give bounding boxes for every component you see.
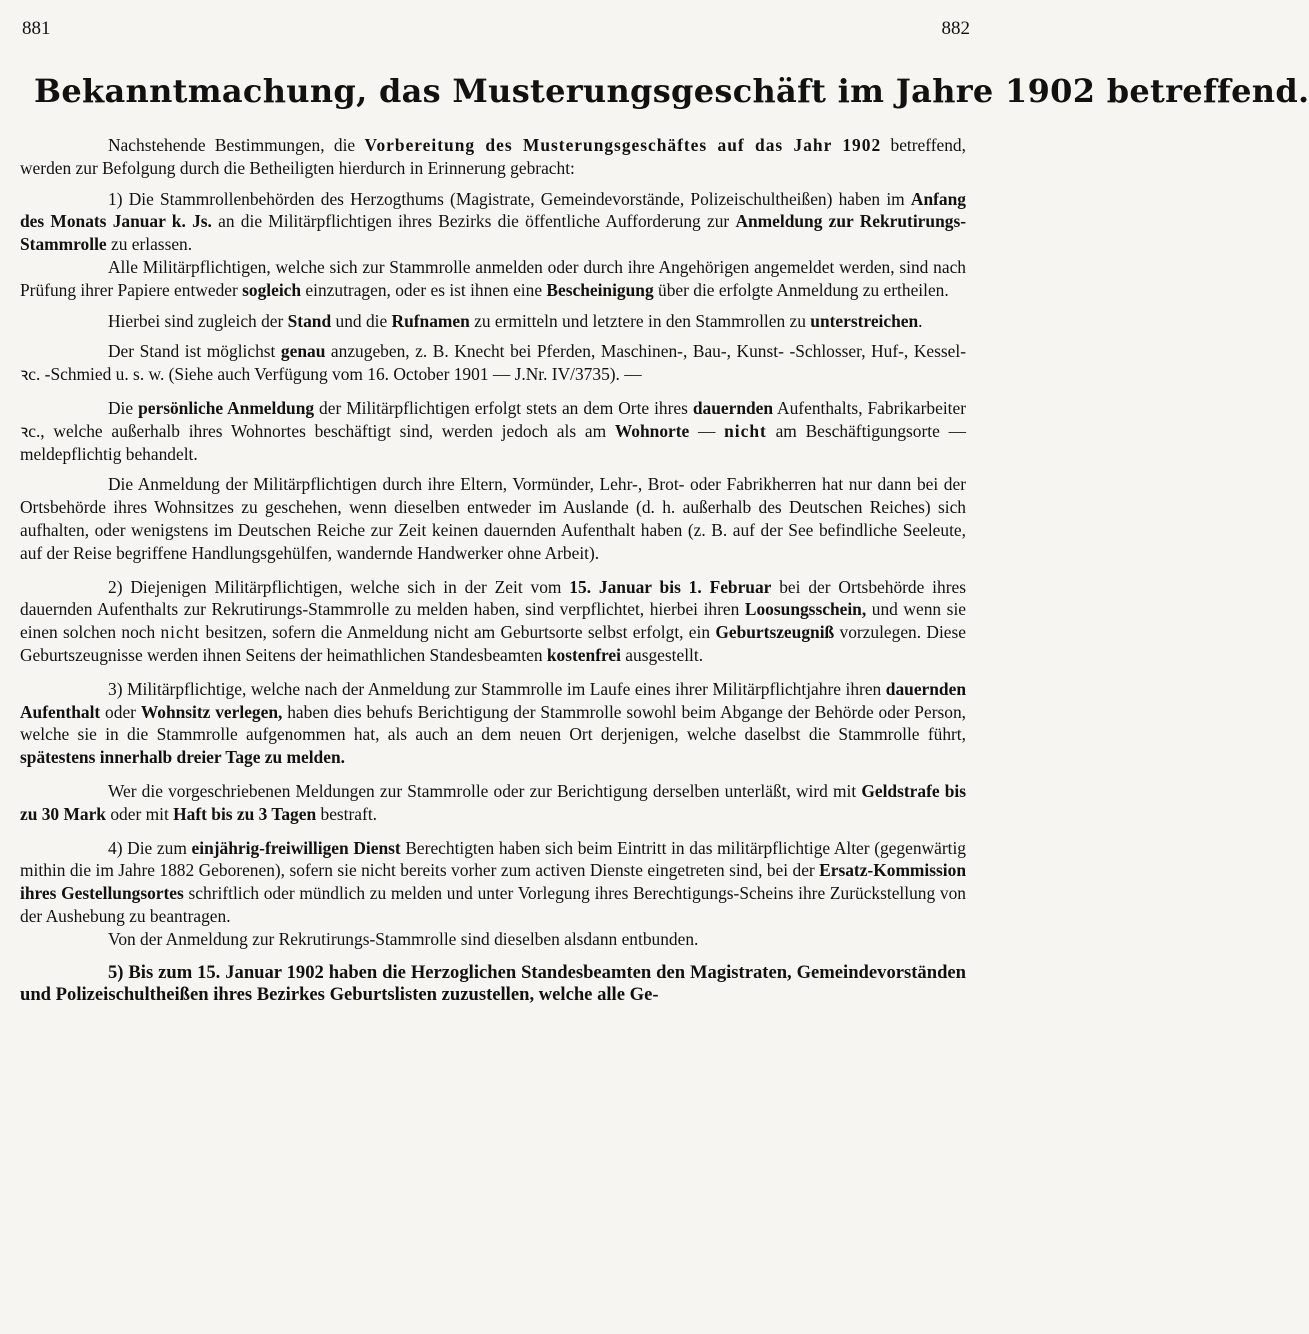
paragraph-12: 5) Bis zum 15. Januar 1902 haben die Herzoglichen Standesbeamten den Magistraten, Gemeindevorständen und Polizeischultheißen ihres Bezirkes Geburtslisten zuzustellen, welche alle Ge- xyxy=(20,961,966,1006)
paragraph-6: Die Anmeldung der Militärpflichtigen durch ihre Eltern, Vormünder, Lehr-, Brot- oder Fabrikherren hat nur dann bei der Ortsbehörde ihres Wohnsitzes zu geschehen, wenn dieselben entweder im Auslande (d. h. außerhalb des Deutschen Reiches) sich aufhalten, oder wenigstens im Deutschen Reiche zur Zeit keinen dauernden Aufenthalt haben (z. B. auf der See befindliche Seeleute, auf der Reise begriffene Handlungsgehülfen, wandernde Handwerker ohne Arbeit). xyxy=(20,474,966,563)
page-number-left: 881 xyxy=(22,18,51,39)
paragraph-2: Alle Militärpflichtigen, welche sich zur Stammrolle anmelden oder durch ihre Angehörigen angemeldet werden, sind nach Prüfung ihrer Papiere entweder sogleich einzutragen, oder es ist ihnen eine Bescheinigung über die erfolgte Anmeldung zu ertheilen. xyxy=(20,256,966,300)
document-body xyxy=(20,134,966,1007)
document-title: Bekanntmachung, das Musterungsgeschäft im Jahre 1902 betreffend. xyxy=(34,72,1309,110)
paragraph-7: 2) Diejenigen Militärpflichtigen, welche sich in der Zeit vom 15. Januar bis 1. Februar bei der Ortsbehörde ihres dauernden Aufenthalts zur Rekrutirungs-Stammrolle zu melden haben, sind verpflichtet, hierbei ihren Loosungsschein, und wenn sie einen solchen noch nicht besitzen, sofern die Anmeldung nicht am Geburtsorte selbst erfolgt, ein Geburtszeugniß vorzulegen. Diese Geburtszeugnisse werden ihnen Seitens der heimathlichen Standesbeamten kostenfrei ausgestellt. xyxy=(20,576,966,665)
paragraph-3: Hierbei sind zugleich der Stand und die Rufnamen zu ermitteln und letztere in den Stammrollen zu unterstreichen. xyxy=(108,310,923,331)
paragraph-8: 3) Militärpflichtige, welche nach der Anmeldung zur Stammrolle im Laufe eines ihrer Militärpflichtjahre ihren dauernden Aufenthalt oder Wohnsitz verlegen, haben dies behufs Berichtigung der Stammrolle sowohl beim Abgange der Behörde oder Person, welche sie in die Stammrolle aufgenommen hat, als auch an dem neuen Ort derjenigen, welche daselbst die Stammrolle führt, spätestens innerhalb dreier Tage zu melden. xyxy=(20,678,966,768)
paragraph-11: Von der Anmeldung zur Rekrutirungs-Stammrolle sind dieselben alsdann entbunden. xyxy=(108,928,699,949)
paragraph-10: 4) Die zum einjährig-freiwilligen Dienst Berechtigten haben sich beim Eintritt in das militärpflichtige Alter (gegenwärtig mithin die im Jahre 1882 Geborenen), sofern sie nicht bereits vorher zum activen Dienste eingetreten sind, bei der Ersatz-Kommission ihres Gestellungsortes schriftlich oder mündlich zu melden und unter Vorlegung ihres Berechtigungs-Scheins ihre Zurückstellung von der Aushebung zu beantragen. xyxy=(20,837,966,926)
paragraph-4: Der Stand ist möglichst genau anzugeben, z. B. Knecht bei Pferden, Maschinen-, Bau-, Kunst- -Schlosser, Huf-, Kessel- ꝛc. -Schmied u. s. w. (Siehe auch Verfügung vom 16. October 1901 — J.Nr. IV/3735). — xyxy=(20,341,966,385)
paragraph-9: Wer die vorgeschriebenen Meldungen zur Stammrolle oder zur Berichtigung derselben unterläßt, wird mit Geldstrafe bis zu 30 Mark oder mit Haft bis zu 3 Tagen bestraft. xyxy=(20,780,966,824)
paragraph-5: Die persönliche Anmeldung der Militärpflichtigen erfolgt stets an dem Orte ihres dauernden Aufenthalts, Fabrikarbeiter ꝛc., welche außerhalb ihres Wohnortes beschäftigt sind, werden jedoch als am Wohnorte — nicht am Beschäftigungsorte — meldepflichtig behandelt. xyxy=(20,397,966,464)
paragraph-1: 1) Die Stammrollenbehörden des Herzogthums (Magistrate, Gemeindevorstände, Polizeischultheißen) haben im Anfang des Monats Januar k. Js. an die Militärpflichtigen ihres Bezirks die öffentliche Aufforderung zur Anmeldung zur Rekrutirungs-Stammrolle zu erlassen. xyxy=(20,188,966,255)
paragraph-intro: Nachstehende Bestimmungen, die Vorbereitung des Musterungsgeschäftes auf das Jahr 1902 betreffend, werden zur Befolgung durch die Betheiligten hierdurch in Erinnerung gebracht: xyxy=(20,135,966,178)
page-number-right: 882 xyxy=(941,18,970,39)
